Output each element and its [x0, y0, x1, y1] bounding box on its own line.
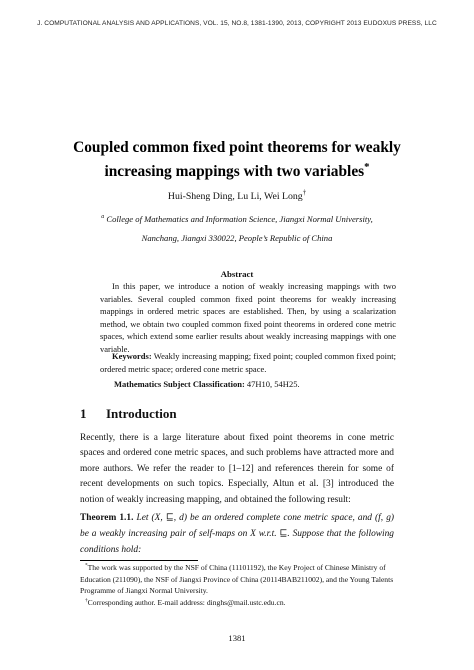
- title-line-2: [50, 160, 424, 184]
- corresponding-mark: †: [85, 597, 88, 604]
- section-number: 1: [80, 406, 87, 421]
- author-list: [0, 191, 474, 202]
- theorem-statement: Let (X, ⊑, d) be an ordered complete cone metric space, and (f, g) be a weakly increasing pair of self-maps on X w.r.t. ⊑. Suppose that the following conditions hold:: [80, 513, 395, 555]
- page-number: 1381: [228, 633, 246, 643]
- msc-label: Mathematics Subject Classification:: [114, 379, 245, 389]
- intro-paragraph: Recently, there is a large literature about fixed point theorems in cone metric spaces and ordered cone metric spaces, and such problems have attracted more and more authors. We refer the reader to [1–12] and references therein for some of recent developments on such topics. Especially, Altun et al. [3] introduced the notion of weakly increasing mapping, and obtained the following result:: [80, 433, 394, 505]
- keywords-label: Keywords:: [112, 351, 152, 361]
- affiliation: [60, 210, 414, 248]
- affiliation-mark: a: [101, 214, 105, 221]
- theorem-1-1: [80, 510, 394, 558]
- keywords: [100, 350, 396, 376]
- title-line-2-text: increasing mappings with two variables: [104, 163, 365, 180]
- theorem-label: Theorem 1.1.: [80, 513, 134, 523]
- footnote-corresponding: [80, 597, 394, 609]
- footnotes: [80, 562, 394, 608]
- running-head: J. COMPUTATIONAL ANALYSIS AND APPLICATIONS, VOL. 15, NO.8, 1381-1390, 2013, COPYRIGHT 2013 EUDOXUS PRESS, LLC: [37, 20, 437, 27]
- title-footnote-mark: *: [364, 160, 370, 173]
- footnote-rule: [80, 560, 198, 561]
- keywords-text: Weakly increasing mapping; fixed point; coupled common fixed point; ordered metric space; ordered cone metric space.: [100, 351, 396, 374]
- abstract-text: In this paper, we introduce a notion of weakly increasing mappings with two variables. Several coupled common fixed point theorems for weakly increasing mappings in ordered metric spaces are established. Then, by using a scalarization method, we obtain two coupled common fixed point theorems in ordered cone metric spaces, which extend some earlier results about weakly increasing mappings with one variable.: [100, 281, 396, 354]
- msc-codes: 47H10, 54H25.: [246, 379, 300, 389]
- author-footnote-mark: †: [302, 189, 307, 197]
- funding-mark: *: [85, 562, 88, 569]
- corresponding-text: Corresponding author. E-mail address: dinghs@mail.ustc.edu.cn.: [87, 597, 286, 607]
- abstract-heading: Abstract: [220, 269, 254, 279]
- subject-classification: [114, 379, 394, 389]
- section-heading: [80, 406, 177, 422]
- affiliation-line-2: Nanchang, Jiangxi 330022, People’s Republic of China: [141, 233, 333, 243]
- authors-text: Hui-Sheng Ding, Lu Li, Wei Long: [167, 191, 303, 202]
- footnote-funding: [80, 562, 394, 597]
- funding-text: The work was supported by the NSF of China (11101192), the Key Project of Chinese Ministry of Education (211090), the NSF of Jiangxi Province of China (20114BAB211002), and the Young Talents Programme of Jiangxi Normal University.: [80, 563, 394, 596]
- section-title: Introduction: [106, 406, 177, 421]
- paper-title: [50, 136, 424, 184]
- affiliation-line-1-text: College of Mathematics and Information Science, Jiangxi Normal University,: [106, 214, 373, 224]
- affiliation-line-1: [60, 210, 414, 229]
- title-line-1: Coupled common fixed point theorems for weakly: [73, 139, 401, 156]
